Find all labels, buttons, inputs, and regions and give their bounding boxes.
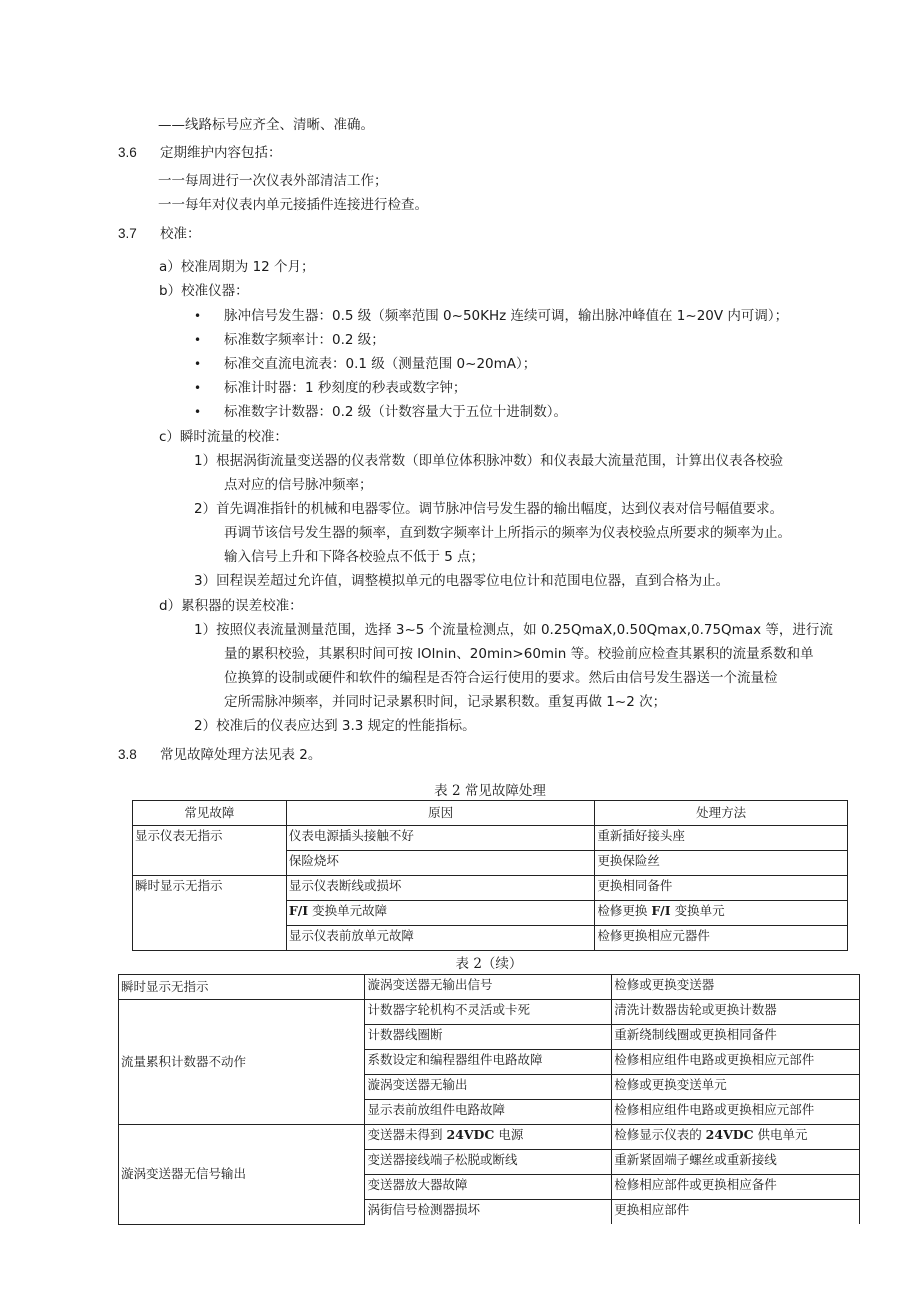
- bullet: •: [194, 405, 202, 419]
- column-header: 处理方法: [595, 801, 848, 826]
- sub-item: 3）回程误差超过允许值，调整模拟单元的电器零位电位计和范围电位器，直到合格为止。: [194, 573, 730, 589]
- fault-cell: 瞬时显示无指示: [119, 975, 365, 1000]
- fix-cell: 检修更换相应元器件: [595, 926, 848, 951]
- sub-item-cont: 位换算的设制或硬件和软件的编程是否符合运行使用的要求。然后由信号发生器送一个流量检: [224, 670, 778, 686]
- table-row: [119, 1000, 860, 1025]
- section-number: 3.6: [118, 145, 137, 160]
- fix-cell: 更换相应部件: [612, 1200, 860, 1225]
- fix-cell: 检修相应部件或更换相应备件: [612, 1175, 860, 1200]
- fix-cell: 更换保险丝: [595, 851, 848, 876]
- bullet-item: 标准交直流电流表：0.1 级（测量范围 0~20mA）；: [224, 356, 537, 372]
- cause-text: 变换单元故障: [308, 903, 388, 918]
- section-number: 3.8: [118, 747, 137, 762]
- fix-cell: 重新绕制线圈或更换相同备件: [612, 1025, 860, 1050]
- cause-cell: 显示仪表前放单元故障: [286, 926, 595, 951]
- fix-cell: 更换相同备件: [595, 876, 848, 901]
- text-line: ——线路标号应齐全、清晰、准确。: [158, 117, 374, 133]
- sub-item-cont: 量的累积校验，其累积时间可按 lOlnin、20min>60min 等。校验前应检查其累积的流量系数和单: [224, 646, 814, 662]
- list-item: a）校准周期为 12 个月；: [159, 259, 315, 275]
- cause-cell: [365, 1125, 612, 1150]
- fix-text: 检修显示仪表的: [614, 1127, 706, 1142]
- section-heading: 定期维护内容包括：: [160, 145, 282, 161]
- fix-cell: 检修或更换变送单元: [612, 1075, 860, 1100]
- section-heading: 常见故障处理方法见表 2。: [160, 747, 322, 763]
- cause-cell: 系数设定和编程器组件电路故障: [365, 1050, 612, 1075]
- sub-item: 1）根据涡街流量变送器的仪表常数（即单位体积脉冲数）和仪表最大流量范围，计算出仪表各校验: [194, 453, 784, 469]
- cause-cell: [286, 901, 595, 926]
- cause-cell: 保险烧坏: [286, 851, 595, 876]
- fix-cell: 检修相应组件电路或更换相应元部件: [612, 1100, 860, 1125]
- cause-cell: 仪表电源插头接触不好: [286, 826, 595, 851]
- fault-cell: 流量累积计数器不动作: [119, 1000, 365, 1125]
- sub-item-cont: 定所需脉冲频率，并同时记录累积时间，记录累积数。重复再做 1~2 次；: [224, 694, 667, 710]
- cause-cell: 涡街信号检测器损坏: [365, 1200, 612, 1225]
- sub-item-cont: 输入信号上升和下降各校验点不低于 5 点；: [224, 549, 485, 565]
- bullet: •: [194, 309, 202, 323]
- sub-item: 1）按照仪表流量测量范围，选择 3~5 个流量检测点，如 0.25QmaX,0.50Qmax,0.75Qmax 等，进行流: [194, 622, 833, 638]
- fix-cell: [595, 901, 848, 926]
- text-line: 一一每周进行一次仪表外部清洁工作；: [158, 173, 388, 189]
- fix-cell: 重新插好接头座: [595, 826, 848, 851]
- bullet-item: 标准数字频率计：0.2 级；: [224, 332, 385, 348]
- fix-cell: 检修或更换变送器: [612, 975, 860, 1000]
- column-header: 常见故障: [133, 801, 287, 826]
- table-row: [119, 1125, 860, 1150]
- bullet: •: [194, 357, 202, 371]
- list-item: b）校准仪器：: [159, 283, 249, 299]
- cause-cell: 显示仪表断线或损坏: [286, 876, 595, 901]
- cause-cell: 计数器线圈断: [365, 1025, 612, 1050]
- cause-cell: 显示表前放组件电路故障: [365, 1100, 612, 1125]
- table-caption: 表 2（续）: [455, 956, 523, 972]
- cause-cell: 漩涡变送器无输出信号: [365, 975, 612, 1000]
- cause-text: 变送器未得到: [367, 1127, 447, 1142]
- table-caption: 表 2 常见故障处理: [434, 783, 546, 799]
- bold-term: F/I: [651, 903, 671, 918]
- list-item: c）瞬时流量的校准：: [159, 429, 288, 445]
- fault-cell: 漩涡变送器无信号输出: [119, 1125, 365, 1225]
- bullet: •: [194, 381, 202, 395]
- cause-cell: 漩涡变送器无输出: [365, 1075, 612, 1100]
- text-line: 一一每年对仪表内单元接插件连接进行检查。: [158, 197, 428, 213]
- cause-text: 电源: [494, 1127, 524, 1142]
- fix-text: 变换单元: [670, 903, 725, 918]
- cause-cell: 变送器接线端子松脱或断线: [365, 1150, 612, 1175]
- sub-item: 2）校准后的仪表应达到 3.3 规定的性能指标。: [194, 718, 476, 734]
- column-header: 原因: [286, 801, 595, 826]
- sub-item: 2）首先调准指针的机械和电器零位。调节脉冲信号发生器的输出幅度，达到仪表对信号幅值要求。: [194, 501, 784, 517]
- bullet-item: 标准计时器：1 秒刻度的秒表或数字钟；: [224, 380, 467, 396]
- sub-item-cont: 再调节该信号发生器的频率，直到数字频率计上所指示的频率为仪表校验点所要求的频率为止。: [224, 525, 791, 541]
- fix-cell: 清洗计数器齿轮或更换计数器: [612, 1000, 860, 1025]
- fix-text: 供电单元: [753, 1127, 808, 1142]
- bold-term: 24VDC: [705, 1127, 754, 1142]
- fault-table-continued: [118, 974, 860, 1225]
- table-row: [119, 975, 860, 1000]
- bold-term: F/I: [288, 903, 309, 918]
- cause-cell: 计数器字轮机构不灵活或卡死: [365, 1000, 612, 1025]
- cause-cell: 变送器放大器故障: [365, 1175, 612, 1200]
- table-row: [133, 826, 848, 851]
- table-header-row: [133, 801, 848, 826]
- list-item: d）累积器的误差校准：: [159, 598, 303, 614]
- bold-term: 24VDC: [446, 1127, 495, 1142]
- bullet: •: [194, 333, 202, 347]
- fix-text: 检修更换: [597, 903, 652, 918]
- fix-cell: 重新紧固端子螺丝或重新接线: [612, 1150, 860, 1175]
- fault-table: [132, 800, 848, 951]
- fault-cell: 瞬时显示无指示: [133, 876, 287, 951]
- sub-item-cont: 点对应的信号脉冲频率；: [224, 477, 373, 493]
- fix-cell: 检修相应组件电路或更换相应元部件: [612, 1050, 860, 1075]
- table-row: [133, 876, 848, 901]
- fix-cell: [612, 1125, 860, 1150]
- fault-cell: 显示仪表无指示: [133, 826, 287, 876]
- bullet-item: 标准数字计数器：0.2 级（计数容量大于五位十进制数）。: [224, 404, 568, 420]
- section-heading: 校准：: [160, 226, 201, 242]
- section-number: 3.7: [118, 226, 137, 241]
- bullet-item: 脉冲信号发生器：0.5 级（频率范围 0~50KHz 连续可调，输出脉冲峰值在 1~20V 内可调）；: [224, 308, 789, 324]
